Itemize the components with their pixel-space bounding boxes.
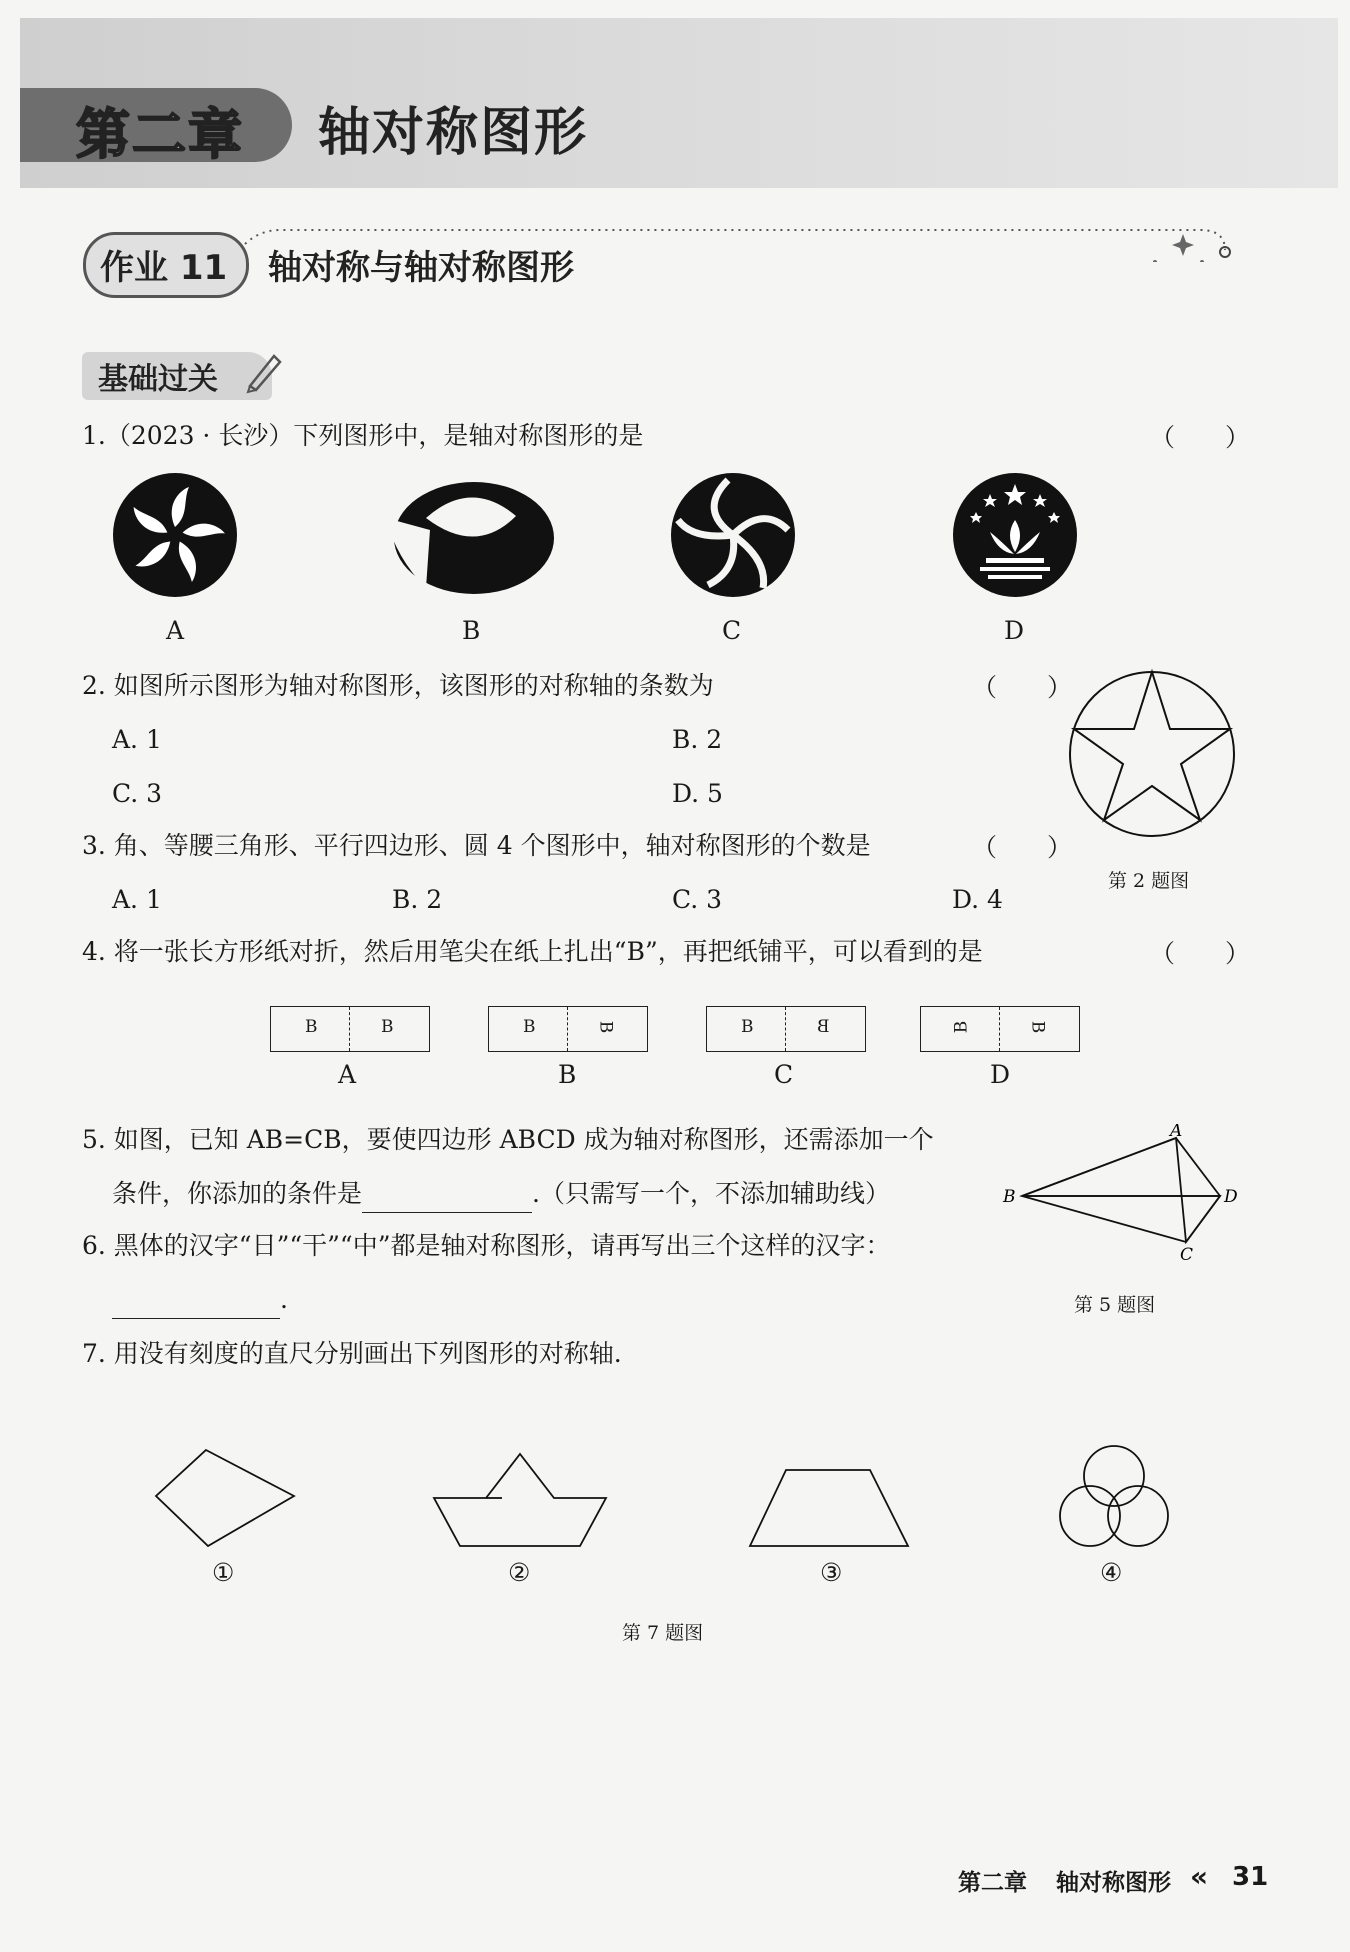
q4-option-b-figure: B B (488, 1006, 648, 1052)
dotted-decoration (240, 222, 1240, 262)
q5-answer-blank[interactable] (362, 1176, 532, 1213)
point-b-label: B (1003, 1187, 1016, 1207)
q7-boat-figure (430, 1450, 610, 1550)
q1-option-b: B (462, 616, 481, 645)
page-number: 31 (1232, 1862, 1269, 1892)
q5-text-line1: 5. 如图，已知 AB=CB，要使四边形 ABCD 成为轴对称图形，还需添加一个 (82, 1125, 934, 1154)
q7-kite-figure (150, 1444, 300, 1550)
footer-chapter: 第二章 (958, 1870, 1027, 1896)
q4-option-d: D (990, 1060, 1011, 1089)
q1-option-d: D (1004, 616, 1025, 645)
q1-option-c: C (722, 616, 742, 645)
q3-option-b[interactable]: B. 2 (392, 885, 443, 914)
q7-text: 7. 用没有刻度的直尺分别画出下列图形的对称轴. (82, 1339, 622, 1368)
q4-option-c: C (774, 1060, 794, 1089)
q7-label-1: ① (212, 1558, 235, 1587)
point-a-label: A (1170, 1124, 1183, 1141)
q4-option-d-figure: B B (920, 1006, 1080, 1052)
leaf-ring-icon (386, 478, 556, 596)
q1-text: 1.（2023 · 长沙）下列图形中，是轴对称图形的是 (82, 421, 644, 450)
chapter-title: 轴对称图形 (318, 103, 589, 163)
star-in-circle-figure (1066, 668, 1238, 840)
q6-answer-blank[interactable] (112, 1282, 280, 1319)
pencil-icon (244, 350, 284, 394)
q7-trapezoid-figure (746, 1466, 912, 1550)
chapter-number: 第二章 (76, 103, 244, 166)
q7-label-2: ② (508, 1558, 531, 1587)
q2-option-b[interactable]: B. 2 (672, 725, 723, 754)
q4-option-a: A (338, 1060, 357, 1089)
q2-answer-paren[interactable]: （ ） (972, 673, 1073, 702)
q4-option-a-figure: B B (270, 1006, 430, 1052)
q7-label-3: ③ (820, 1558, 843, 1587)
q1-answer-paren[interactable]: （ ） (1150, 423, 1251, 452)
homework-title: 轴对称与轴对称图形 (268, 248, 574, 288)
q3-option-d[interactable]: D. 4 (952, 885, 1003, 914)
q5-figure-caption: 第 5 题图 (1074, 1294, 1156, 1316)
q2-text: 2. 如图所示图形为轴对称图形，该图形的对称轴的条数为 (82, 671, 714, 700)
homework-label: 作业 11 (100, 248, 228, 288)
q2-option-a[interactable]: A. 1 (112, 725, 162, 754)
q4-answer-paren[interactable]: （ ） (1150, 939, 1251, 968)
point-c-label: C (1180, 1245, 1194, 1264)
q4-option-b: B (558, 1060, 577, 1089)
q7-three-circles-figure (1052, 1438, 1176, 1554)
swirl-logo-icon (668, 470, 798, 600)
sparkle-icon (1172, 234, 1194, 256)
q6-text: 6. 黑体的汉字“日”“干”“中”都是轴对称图形，请再写出三个这样的汉字： (82, 1231, 891, 1260)
q5-text-line2: 条件，你添加的条件是 .（只需写一个，不添加辅助线） (112, 1176, 890, 1213)
q1-option-a: A (166, 616, 185, 645)
q4-option-c-figure: B B (706, 1006, 866, 1052)
q3-text: 3. 角、等腰三角形、平行四边形、圆 4 个图形中，轴对称图形的个数是 (82, 831, 871, 860)
footer-title: 轴对称图形 (1056, 1870, 1171, 1896)
q3-option-c[interactable]: C. 3 (672, 885, 723, 914)
q2-option-d[interactable]: D. 5 (672, 779, 723, 808)
double-chevron-left-icon: « (1190, 1860, 1209, 1893)
q7-label-4: ④ (1100, 1558, 1123, 1587)
q3-answer-paren[interactable]: （ ） (972, 833, 1073, 862)
q3-option-a[interactable]: A. 1 (112, 885, 162, 914)
hk-emblem-icon (110, 470, 240, 600)
q2-figure-caption: 第 2 题图 (1108, 870, 1190, 892)
q7-figure-caption: 第 7 题图 (622, 1622, 704, 1644)
section-label: 基础过关 (98, 362, 218, 397)
kite-abcd-figure (998, 1124, 1248, 1264)
point-d-label: D (1224, 1187, 1238, 1207)
q6-answer-line: . (112, 1282, 288, 1319)
macau-emblem-icon (950, 470, 1080, 600)
q2-option-c[interactable]: C. 3 (112, 779, 163, 808)
q4-text: 4. 将一张长方形纸对折，然后用笔尖在纸上扎出“B”，再把纸铺平，可以看到的是 (82, 937, 983, 966)
